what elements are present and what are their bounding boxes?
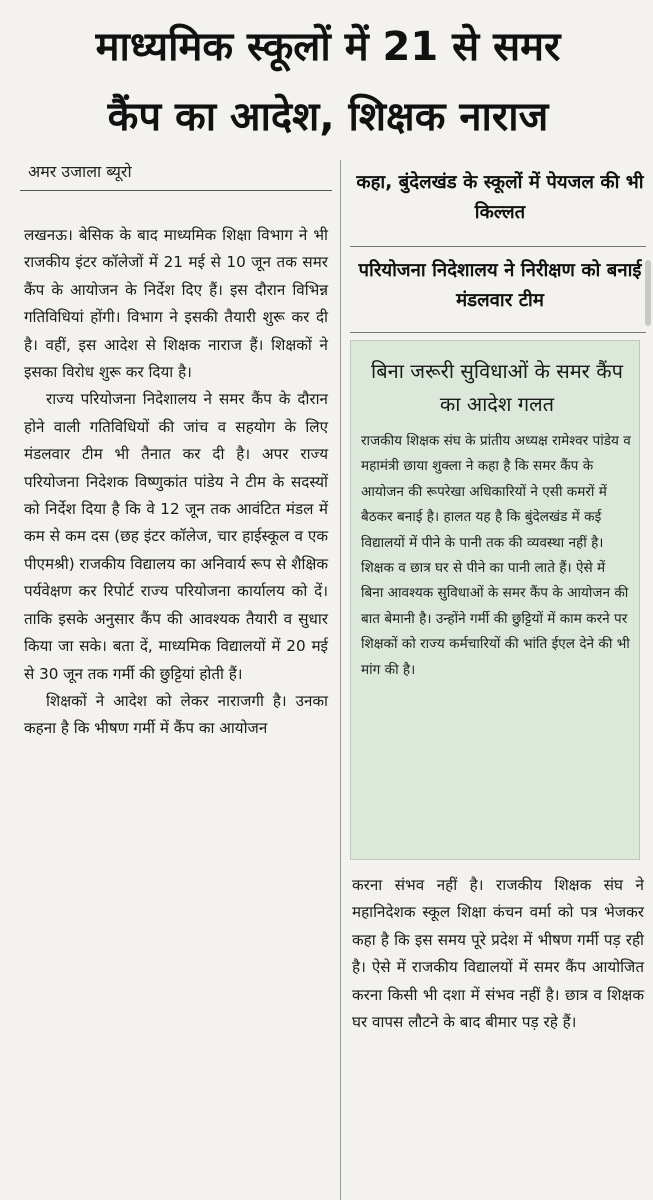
column-divider: [340, 160, 341, 1200]
sidebar-box-body: राजकीय शिक्षक संघ के प्रांतीय अध्यक्ष रामेश्वर पांडेय व महामंत्री छाया शुक्ला ने कहा है कि समर कैंप के आयोजन की रूपरेखा अधिकारियों ने एसी कमरों में बैठकर बनाई है। हालत यह है कि बुंदेलखंड में कई विद्यालयों में पीने के पानी तक की व्यवस्था नहीं है। शिक्षक व छात्र घर से पीने का पानी लाते हैं। ऐसे में बिना आवश्यक सुविधाओं के समर कैंप के आयोजन की बात बेमानी है। उन्होंने गर्मी की छुट्टियों में काम करने पर शिक्षकों को राज्य कर्मचारियों की भांति ईएल देने की भी मांग की है।: [361, 433, 631, 678]
sidebar-box: [350, 340, 640, 860]
byline: अमर उजाला ब्यूरो: [28, 162, 132, 181]
headline-line-2: कैंप का आदेश, शिक्षक नाराज: [107, 94, 549, 140]
article-paragraph-1: लखनऊ। बेसिक के बाद माध्यमिक शिक्षा विभाग ने भी राजकीय इंटर कॉलेजों में 21 मई से 10 जून तक समर कैंप के आयोजन के निर्देश दिए हैं। इस दौरान विभिन्न गतिविधियां होंगी। विभाग ने इसकी तैयारी शुरू कर दी है। वहीं, इस आदेश से शिक्षक नाराज हैं। शिक्षकों ने इसका विरोध शुरू कर दिया है।: [24, 226, 328, 382]
article-left-column: [24, 222, 328, 743]
article-right-column-continuation: करना संभव नहीं है। राजकीय शिक्षक संघ ने महानिदेशक स्कूल शिक्षा कंचन वर्मा को पत्र भेजकर कहा है कि इस समय पूरे प्रदेश में भीषण गर्मी पड़ रही है। ऐसे में राजकीय विद्यालयों में समर कैंप आयोजित करना किसी भी दशा में संभव नहीं है। छात्र व शिक्षक घर वापस लौटने के बाद बीमार पड़ रहे हैं।: [352, 876, 644, 1032]
subheading-water-shortage: कहा, बुंदेलखंड के स्कूलों में पेयजल की भी किल्लत: [356, 172, 644, 223]
scrollbar-thumb[interactable]: [645, 260, 651, 326]
byline-divider: [20, 190, 332, 191]
subheading-inspection-team: परियोजना निदेशालय ने निरीक्षण को बनाई मंडलवार टीम: [358, 260, 642, 311]
subheading-divider-1: [350, 246, 646, 247]
subheading-divider-2: [350, 332, 646, 333]
article-paragraph-2: राज्य परियोजना निदेशालय ने समर कैंप के दौरान होने वाली गतिविधियों की जांच व सहयोग के लिए मंडलवार टीम भी तैनात कर दी है। अपर राज्य परियोजना निदेशक विष्णुकांत पांडेय ने टीम के सदस्यों को निर्देश दिया है कि वे 12 जून तक आवंटित मंडल में कम से कम दस (छह इंटर कॉलेज, चार हाईस्कूल व एक पीएमश्री) राजकीय विद्यालय का अनिवार्य रूप से शैक्षिक पर्यवेक्षण कर रिपोर्ट राज्य परियोजना कार्यालय को दें। ताकि इसके अनुसार कैंप की आवश्यक तैयारी व सुधार किया जा सके। बता दें, माध्यमिक विद्यालयों में 20 मई से 30 जून तक गर्मी की छुट्टियां होती हैं।: [24, 390, 328, 683]
article-paragraph-3: शिक्षकों ने आदेश को लेकर नाराजगी है। उनका कहना है कि भीषण गर्मी में कैंप का आयोजन: [24, 691, 328, 738]
headline-line-1: माध्यमिक स्कूलों में 21 से समर: [95, 24, 561, 70]
sidebar-box-heading: बिना जरूरी सुविधाओं के समर कैंप का आदेश गलत: [371, 359, 623, 416]
